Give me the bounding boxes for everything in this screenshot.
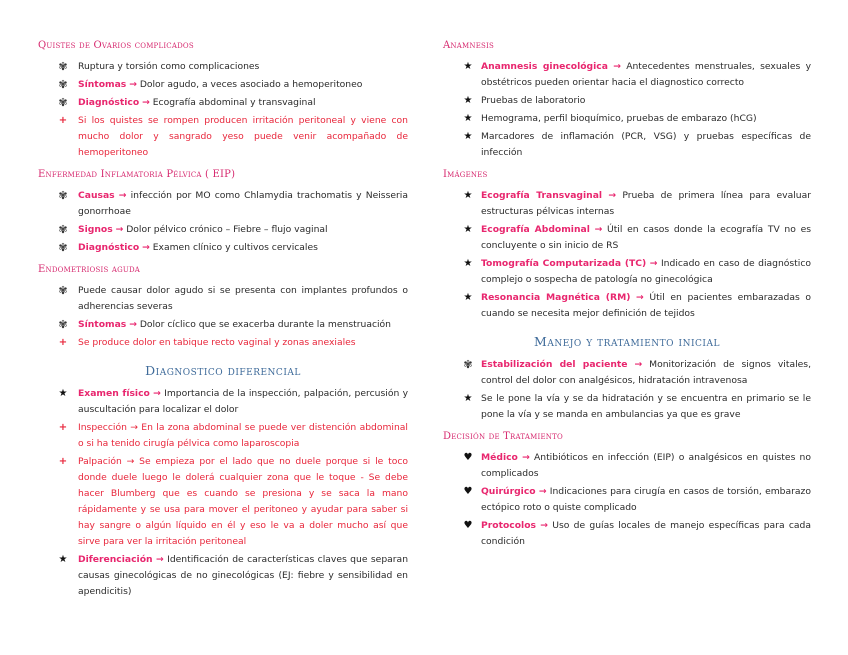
list-item: ♥ Protocolos → Uso de guías locales de manejo específicas para cada condición <box>443 518 811 550</box>
flower-bullet-icon: ✾ <box>58 78 68 91</box>
star-bullet-icon: ★ <box>58 388 68 399</box>
list-item: ✾ Diagnóstico → Ecografía abdominal y transvaginal <box>38 95 408 111</box>
list-item: ★ Diferenciación → Identificación de características claves que separan causas ginecológicas de no ginecológicas (EJ: fiebre y sensibilidad en apendicitis) <box>38 552 408 600</box>
list-item: ★ Marcadores de inflamación (PCR, VSG) y pruebas específicas de infección <box>443 129 811 161</box>
star-bullet-icon: ★ <box>463 292 473 303</box>
heart-bullet-icon: ♥ <box>463 486 473 497</box>
diferencial-list <box>38 386 408 600</box>
decision-list <box>443 450 811 550</box>
star-bullet-icon: ★ <box>463 61 473 72</box>
right-column <box>443 34 811 558</box>
term-label: Estabilización del paciente <box>481 359 628 370</box>
list-item: ★ Pruebas de laboratorio <box>443 93 811 109</box>
term-label: Diferenciación <box>78 554 153 565</box>
term-label: Examen físico <box>78 388 150 399</box>
term-label: Síntomas <box>78 319 127 330</box>
star-bullet-icon: ★ <box>463 113 473 124</box>
star-bullet-icon: ★ <box>463 393 473 404</box>
term-label: Signos <box>78 224 113 235</box>
flower-bullet-icon: ✾ <box>58 60 68 73</box>
term-label: Diagnóstico <box>78 97 140 108</box>
section-title-endometriosis: Endometriosis aguda <box>38 264 141 275</box>
term-label: Médico <box>481 452 518 463</box>
section-title-quistes: Quistes de Ovarios complicados <box>38 40 194 51</box>
list-item: ✾ Síntomas → Dolor agudo, a veces asociado a hemoperitoneo <box>38 77 408 93</box>
section-title-diferencial: Diagnostico diferencial <box>145 363 301 378</box>
term-label: Ecografía Abdominal <box>481 224 590 235</box>
eip-list <box>38 188 408 256</box>
list-item: ★ Ecografía Transvaginal → Prueba de primera línea para evaluar estructuras pélvicas internas <box>443 188 811 220</box>
list-item: ✾ Causas → infección por MO como Chlamydia trachomatis y Neisseria gonorrhoae <box>38 188 408 220</box>
list-item: ★ Ecografía Abdominal → Útil en casos donde la ecografía TV no es concluyente o sin inicio de RS <box>443 222 811 254</box>
anamnesis-list <box>443 59 811 161</box>
list-item: ★ Anamnesis ginecológica → Antecedentes menstruales, sexuales y obstétricos pueden orientar hacia el diagnostico correcto <box>443 59 811 91</box>
section-title-manejo: Manejo y tratamiento inicial <box>534 334 720 349</box>
arrow-icon: → <box>153 388 161 399</box>
list-item: + Inspección → En la zona abdominal se puede ver distención abdominal o si ha tenido cirugía pélvica como laparoscopia <box>38 420 408 452</box>
list-item: + Si los quistes se rompen producen irritación peritoneal y viene con mucho dolor y sangrado yeso puede venir acompañado de hemoperitoneo <box>38 113 408 161</box>
list-item: ♥ Médico → Antibióticos en infección (EIP) o analgésicos en quistes no complicados <box>443 450 811 482</box>
star-bullet-icon: ★ <box>463 95 473 106</box>
flower-bullet-icon: ✾ <box>58 223 68 236</box>
flower-bullet-icon: ✾ <box>58 241 68 254</box>
list-item: ★ Tomografía Computarizada (TC) → Indicado en caso de diagnóstico complejo o sospecha de patología no ginecológica <box>443 256 811 288</box>
endometriosis-list <box>38 283 408 351</box>
arrow-icon: → <box>115 224 124 235</box>
star-bullet-icon: ★ <box>463 258 473 269</box>
arrow-icon: → <box>129 79 137 90</box>
heart-bullet-icon: ♥ <box>463 452 473 463</box>
quistes-list <box>38 59 408 161</box>
flower-bullet-icon: ✾ <box>58 189 68 202</box>
list-item: + Palpación → Se empieza por el lado que no duele porque si le toco donde duele luego le dolerá cualquier zona que le toque - Se debe hacer Blumberg que es cuando se presiona y se saca la mano rápidamente y se usa para mover el peritoneo y ayudar para saber si hay sangre o algún líquido en él y eso le va a doler mucho así que sirve para ver la irritación peritoneal <box>38 454 408 550</box>
left-column <box>38 34 408 608</box>
star-bullet-icon: ★ <box>463 224 473 235</box>
imagenes-list <box>443 188 811 322</box>
arrow-icon: → <box>634 359 643 370</box>
arrow-icon: → <box>142 97 150 108</box>
list-item: ★ Hemograma, perfil bioquímico, pruebas de embarazo (hCG) <box>443 111 811 127</box>
term-label: Tomografía Computarizada (TC) <box>481 258 647 269</box>
arrow-icon: → <box>608 190 617 201</box>
list-item: + Se produce dolor en tabique recto vaginal y zonas anexiales <box>38 335 408 351</box>
arrow-icon: → <box>142 242 150 253</box>
flower-bullet-icon: ✾ <box>58 318 68 331</box>
plus-bullet-icon: + <box>58 115 68 126</box>
list-item: ✾ Diagnóstico → Examen clínico y cultivos cervicales <box>38 240 408 256</box>
star-bullet-icon: ★ <box>58 554 68 565</box>
section-title-imagenes: Imágenes <box>443 169 488 180</box>
plus-bullet-icon: + <box>58 422 68 433</box>
arrow-icon: → <box>540 520 548 531</box>
star-bullet-icon: ★ <box>463 190 473 201</box>
section-title-anamnesis: Anamnesis <box>443 40 494 51</box>
arrow-icon: → <box>649 258 658 269</box>
term-label: Diagnóstico <box>78 242 140 253</box>
term-label: Quirúrgico <box>481 486 536 497</box>
list-item: ✾ Síntomas → Dolor cíclico que se exacerba durante la menstruación <box>38 317 408 333</box>
plus-bullet-icon: + <box>58 337 68 348</box>
heart-bullet-icon: ♥ <box>463 520 473 531</box>
term-label: Ecografía Transvaginal <box>481 190 603 201</box>
manejo-list <box>443 357 811 423</box>
list-item: ★ Se le pone la vía y se da hidratación y se encuentra en primario se le pone la vía y se manda en ambulancias ya que es grave <box>443 391 811 423</box>
arrow-icon: → <box>594 224 603 235</box>
list-item: ✾ Estabilización del paciente → Monitorización de signos vitales, control del dolor con analgésicos, hidratación intravenosa <box>443 357 811 389</box>
arrow-icon: → <box>118 190 127 201</box>
term-label: Síntomas <box>78 79 127 90</box>
arrow-icon: → <box>538 486 547 497</box>
arrow-icon: → <box>522 452 530 463</box>
plus-bullet-icon: + <box>58 456 68 467</box>
list-item: ♥ Quirúrgico → Indicaciones para cirugía en casos de torsión, embarazo ectópico roto o quiste complicado <box>443 484 811 516</box>
flower-bullet-icon: ✾ <box>58 96 68 109</box>
section-title-decision: Decisión de Tratamiento <box>443 431 563 442</box>
term-label: Resonancia Magnética (RM) <box>481 292 631 303</box>
arrow-icon: → <box>155 554 164 565</box>
list-item: ✾ Ruptura y torsión como complicaciones <box>38 59 408 75</box>
arrow-icon: → <box>613 61 621 72</box>
arrow-icon: → <box>129 319 137 330</box>
flower-bullet-icon: ✾ <box>58 284 68 297</box>
term-label: Anamnesis ginecológica <box>481 61 608 72</box>
list-item: ✾ Signos → Dolor pélvico crónico – Fiebre – flujo vaginal <box>38 222 408 238</box>
term-label: Causas <box>78 190 115 201</box>
flower-bullet-icon: ✾ <box>463 358 473 371</box>
list-item: ★ Examen físico → Importancia de la inspección, palpación, percusión y auscultación para localizar el dolor <box>38 386 408 418</box>
term-label: Protocolos <box>481 520 536 531</box>
star-bullet-icon: ★ <box>463 131 473 142</box>
list-item: ★ Resonancia Magnética (RM) → Útil en pacientes embarazadas o cuando se necesita mejor definición de tejidos <box>443 290 811 322</box>
arrow-icon: → <box>636 292 644 303</box>
list-item: ✾ Puede causar dolor agudo si se presenta con implantes profundos o adherencias severas <box>38 283 408 315</box>
section-title-eip: Enfermedad Inflamatoria Pélvica ( EIP) <box>38 169 236 180</box>
